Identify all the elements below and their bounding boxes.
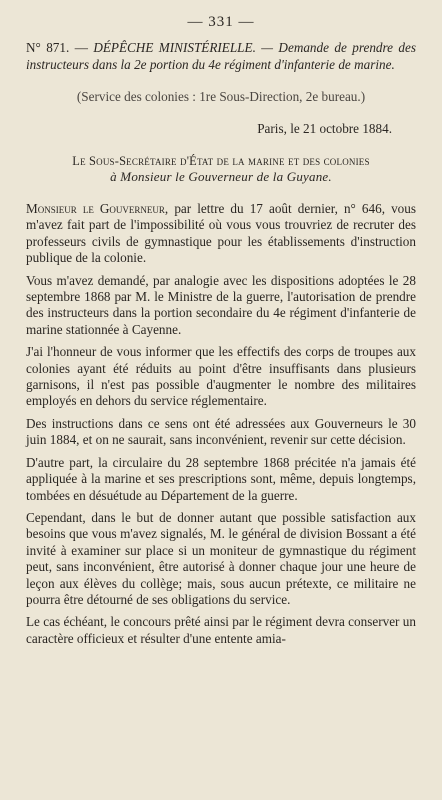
paragraph-5: D'autre part, la circulaire du 28 septembre 1868 précitée n'a jamais été appliquée à la marine et ses prescriptions sont, même, depuis longtemps, tombées en désuétude au Département de la guerre.: [26, 454, 416, 503]
paragraph-1: [26, 201, 416, 267]
letter-body: [26, 201, 416, 647]
document-number: N° 871. —: [26, 40, 88, 55]
document-title: DÉPÊCHE MINISTÉRIELLE.: [93, 40, 256, 55]
address-block: [26, 153, 416, 185]
service-line: (Service des colonies : 1re Sous-Direction, 2e bureau.): [76, 89, 366, 104]
document-description: — Demande de prendre des instructeurs dans la 2e portion du 4e régiment d'infanterie de marine.: [26, 40, 417, 72]
document-heading: [26, 39, 416, 73]
salutation: Monsieur le Gouverneur,: [26, 201, 169, 216]
paragraph-4: Des instructions dans ce sens ont été adressées aux Gouverneurs le 30 juin 1884, et on ne saurait, sans inconvénient, revenir sur cette décision.: [26, 415, 416, 448]
place-date: Paris, le 21 octobre 1884.: [257, 121, 392, 136]
sender-line: Le Sous-Secrétaire d'État de la marine et des colonies: [72, 154, 370, 168]
paragraph-2: Vous m'avez demandé, par analogie avec les dispositions adoptées le 28 septembre 1868 par M. le Ministre de la guerre, l'autorisation de prendre des instructeurs dans la portion secondaire du 4e régiment d'infanterie de marine stationnée à Cayenne.: [26, 272, 416, 337]
paragraph-3: J'ai l'honneur de vous informer que les effectifs des corps de troupes aux colonies ayant été réduits au point d'être insuffisants dans plusieurs garnisons, il n'est pas possible d'augmenter le nombre des militaires employés en dehors du service réglementaire.: [26, 344, 416, 409]
paragraph-7: Le cas échéant, le concours prêté ainsi par le régiment devra conserver un caractère officieux et résulter d'une entente amia-: [26, 614, 416, 646]
page-number: — 331 —: [187, 14, 255, 30]
paragraph-6: Cependant, dans le but de donner autant que possible satisfaction aux besoins que vous m'avez signalés, M. le général de division Bossant a été invité à examiner sur place si un moniteur de gymnastique du régiment peut, sans inconvénient, être autorisé à donner chaque jour une heure de leçon aux élèves du collège; mais, sous aucun prétexte, ce militaire ne pourra être détourné de ses obligations du service.: [26, 509, 416, 607]
recipient-line: à Monsieur le Gouverneur de la Guyane.: [110, 169, 332, 184]
paragraph-1-text: par lettre du 17 août dernier, n° 646, vous m'avez fait part de l'impossibilité où vous vous trouvriez de recruter des professeurs civils de gymnastique pour les établissements d'instruction publique de la colonie.: [26, 201, 416, 266]
